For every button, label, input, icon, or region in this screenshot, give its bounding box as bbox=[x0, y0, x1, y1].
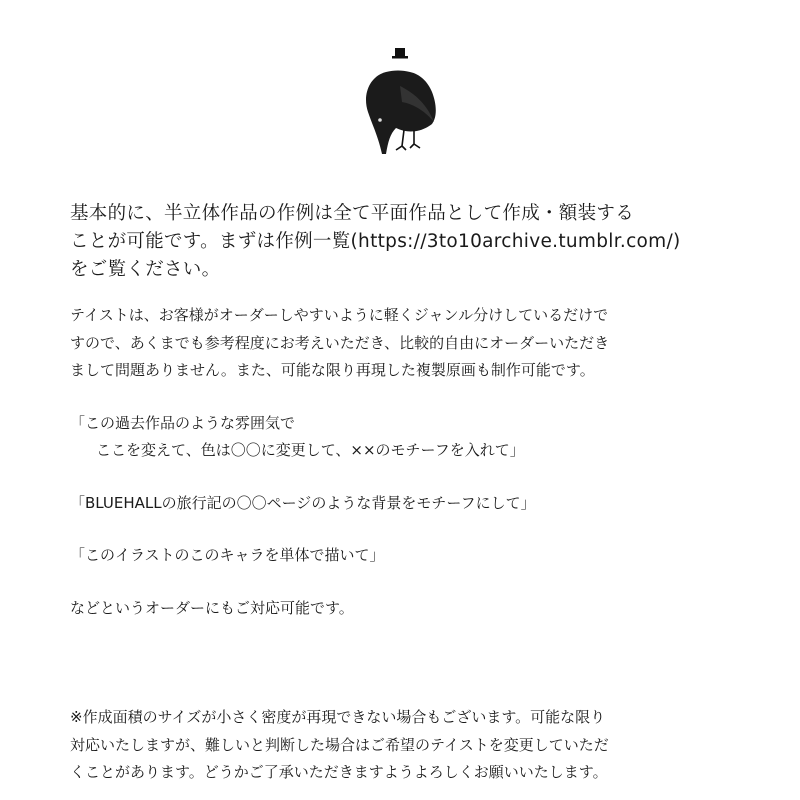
taste-line: まして問題ありません。また、可能な限り再現した複製原画も制作可能です。 bbox=[70, 361, 595, 379]
note-line: 対応いたしますが、難しいと判断した場合はご希望のテイストを変更していただ bbox=[70, 735, 609, 754]
crow-legs bbox=[396, 130, 420, 150]
example-3-line: 「このイラストのこのキャラを単体で描いて」 bbox=[70, 546, 385, 564]
note-line: くことがあります。どうかご了承いただきますようよろしくお願いいたします。 bbox=[70, 763, 608, 781]
crow-with-top-hat-icon bbox=[356, 42, 446, 162]
main-content bbox=[70, 200, 734, 787]
example-2-line: 「BLUEHALLの旅行記の〇〇ページのような背景をモチーフにして」 bbox=[70, 493, 536, 512]
intro-paragraph bbox=[70, 200, 734, 284]
note-paragraph bbox=[70, 704, 734, 787]
intro-line: ことが可能です。まずは作例一覧(https://3to10archive.tumblr.com/) bbox=[70, 231, 681, 252]
example-1-line: ここを変えて、色は〇〇に変更して、××のモチーフを入れて」 bbox=[96, 441, 525, 459]
taste-paragraph bbox=[70, 302, 734, 385]
crow-eye bbox=[378, 118, 382, 122]
example-1 bbox=[70, 410, 734, 465]
example-1-line: 「この過去作品のような雰囲気で bbox=[70, 413, 296, 432]
closing-text: などというオーダーにもご対応可能です。 bbox=[70, 598, 354, 617]
closing-line bbox=[70, 595, 734, 623]
example-3 bbox=[70, 542, 734, 570]
example-2 bbox=[70, 490, 734, 518]
note-line: ※作成面積のサイズが小さく密度が再現できない場合もございます。可能な限り bbox=[70, 708, 606, 726]
taste-line: テイストは、お客様がオーダーしやすいように軽くジャンル分けしているだけで bbox=[70, 306, 609, 324]
taste-line: すので、あくまでも参考程度にお考えいただき、比較的自由にオーダーいただき bbox=[70, 333, 610, 352]
intro-line: 基本的に、半立体作品の作例は全て平面作品として作成・額装する bbox=[70, 203, 635, 224]
top-hat-crown bbox=[395, 48, 405, 57]
intro-line: をご覧ください。 bbox=[70, 259, 221, 280]
